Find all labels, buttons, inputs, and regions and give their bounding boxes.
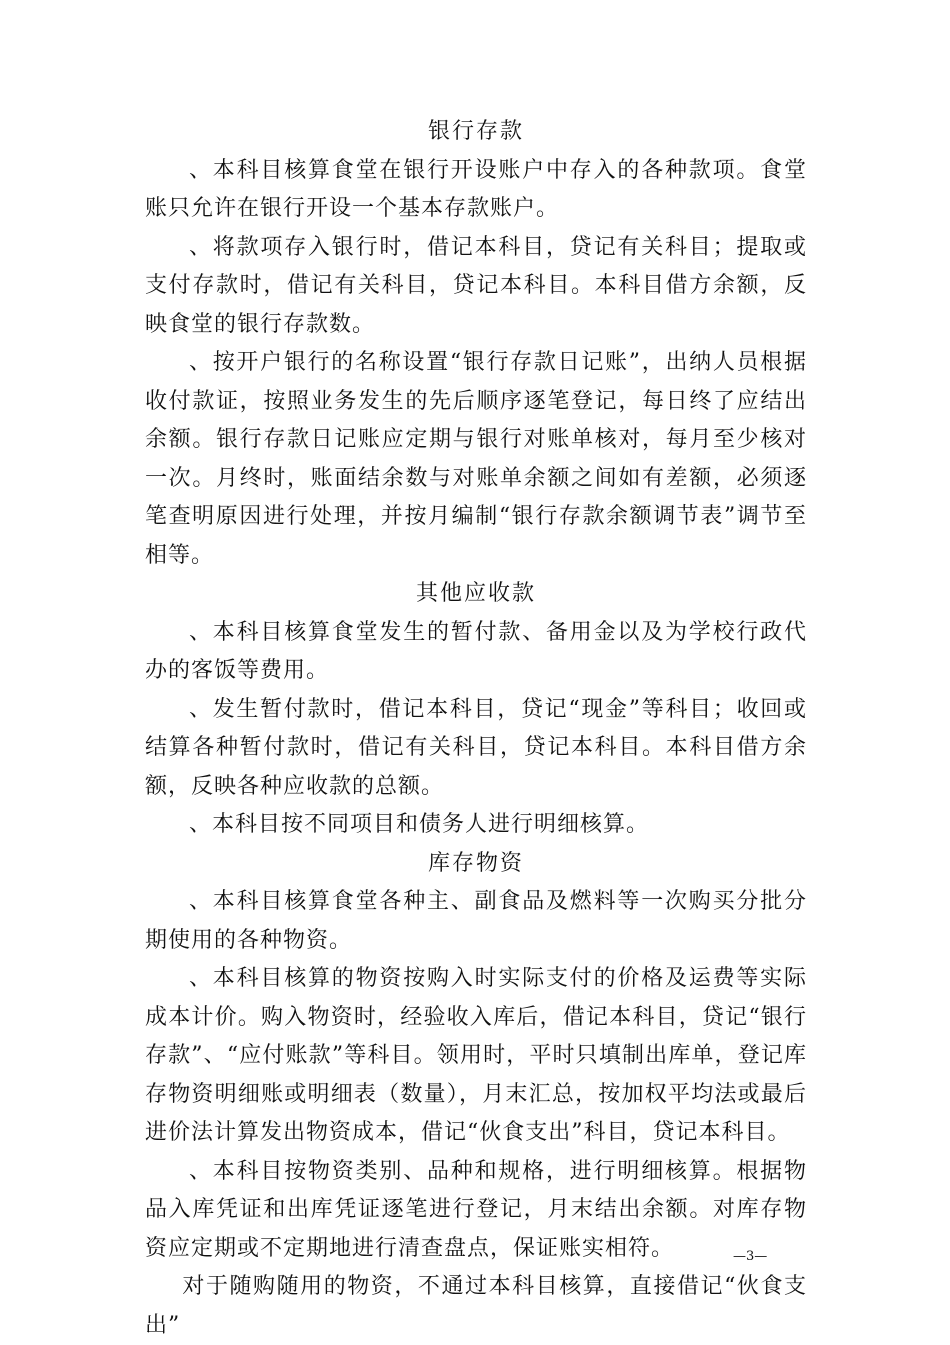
paragraph: 、本科目按物资类别、品种和规格，进行明细核算。根据物品入库凭证和出库凭证逐笔进行登记，月末结出余额。对库存物资应定期或不定期地进行清查盘点，保证账实相符。 — [145, 1158, 807, 1261]
paragraph: 、发生暂付款时，借记本科目，贷记“现金”等科目；收回或结算各种暂付款时，借记有关科目，贷记本科目。本科目借方余额，反映各种应收款的总额。 — [145, 696, 807, 799]
paragraph: 、本科目按不同项目和债务人进行明细核算。 — [189, 812, 650, 837]
section-heading-inventory: 库存物资 — [427, 850, 524, 876]
page-number: —3— — [733, 1249, 768, 1264]
paragraph: 、将款项存入银行时，借记本科目，贷记有关科目；提取或支付存款时，借记有关科目，贷记本科目。本科目借方余额，反映食堂的银行存款数。 — [145, 234, 807, 337]
document-body — [145, 113, 807, 1345]
paragraph: 、按开户银行的名称设置“银行存款日记账”，出纳人员根据收付款证，按照业务发生的先后顺序逐笔登记，每日终了应结出余额。银行存款日记账应定期与银行对账单核对，每月至少核对一次。月终时，账面结余数与对账单余额之间如有差额，必须逐笔查明原因进行处理，并按月编制“银行存款余额调节表”调节至相等。 — [145, 350, 807, 568]
paragraph: 对于随购随用的物资，不通过本科目核算，直接借记“伙食支出” — [145, 1274, 807, 1338]
paragraph: 、本科目核算食堂发生的暂付款、备用金以及为学校行政代办的客饭等费用。 — [145, 619, 807, 683]
section-heading-bank-deposit: 银行存款 — [427, 119, 524, 144]
section-heading-other-receivables: 其他应收款 — [415, 581, 536, 606]
paragraph: 、本科目核算的物资按购入时实际支付的价格及运费等实际成本计价。购入物资时，经验收入库后，借记本科目，贷记“银行存款”、“应付账款”等科目。领用时，平时只填制出库单，登记库存物资明细账或明细表（数量），月末汇总，按加权平均法或最后进价法计算发出物资成本，借记“伙食支出”科目，贷记本科目。 — [145, 966, 807, 1145]
paragraph: 、本科目核算食堂在银行开设账户中存入的各种款项。食堂账只允许在银行开设一个基本存款账户。 — [145, 157, 807, 221]
paragraph: 、本科目核算食堂各种主、副食品及燃料等一次购买分批分期使用的各种物资。 — [145, 889, 807, 953]
